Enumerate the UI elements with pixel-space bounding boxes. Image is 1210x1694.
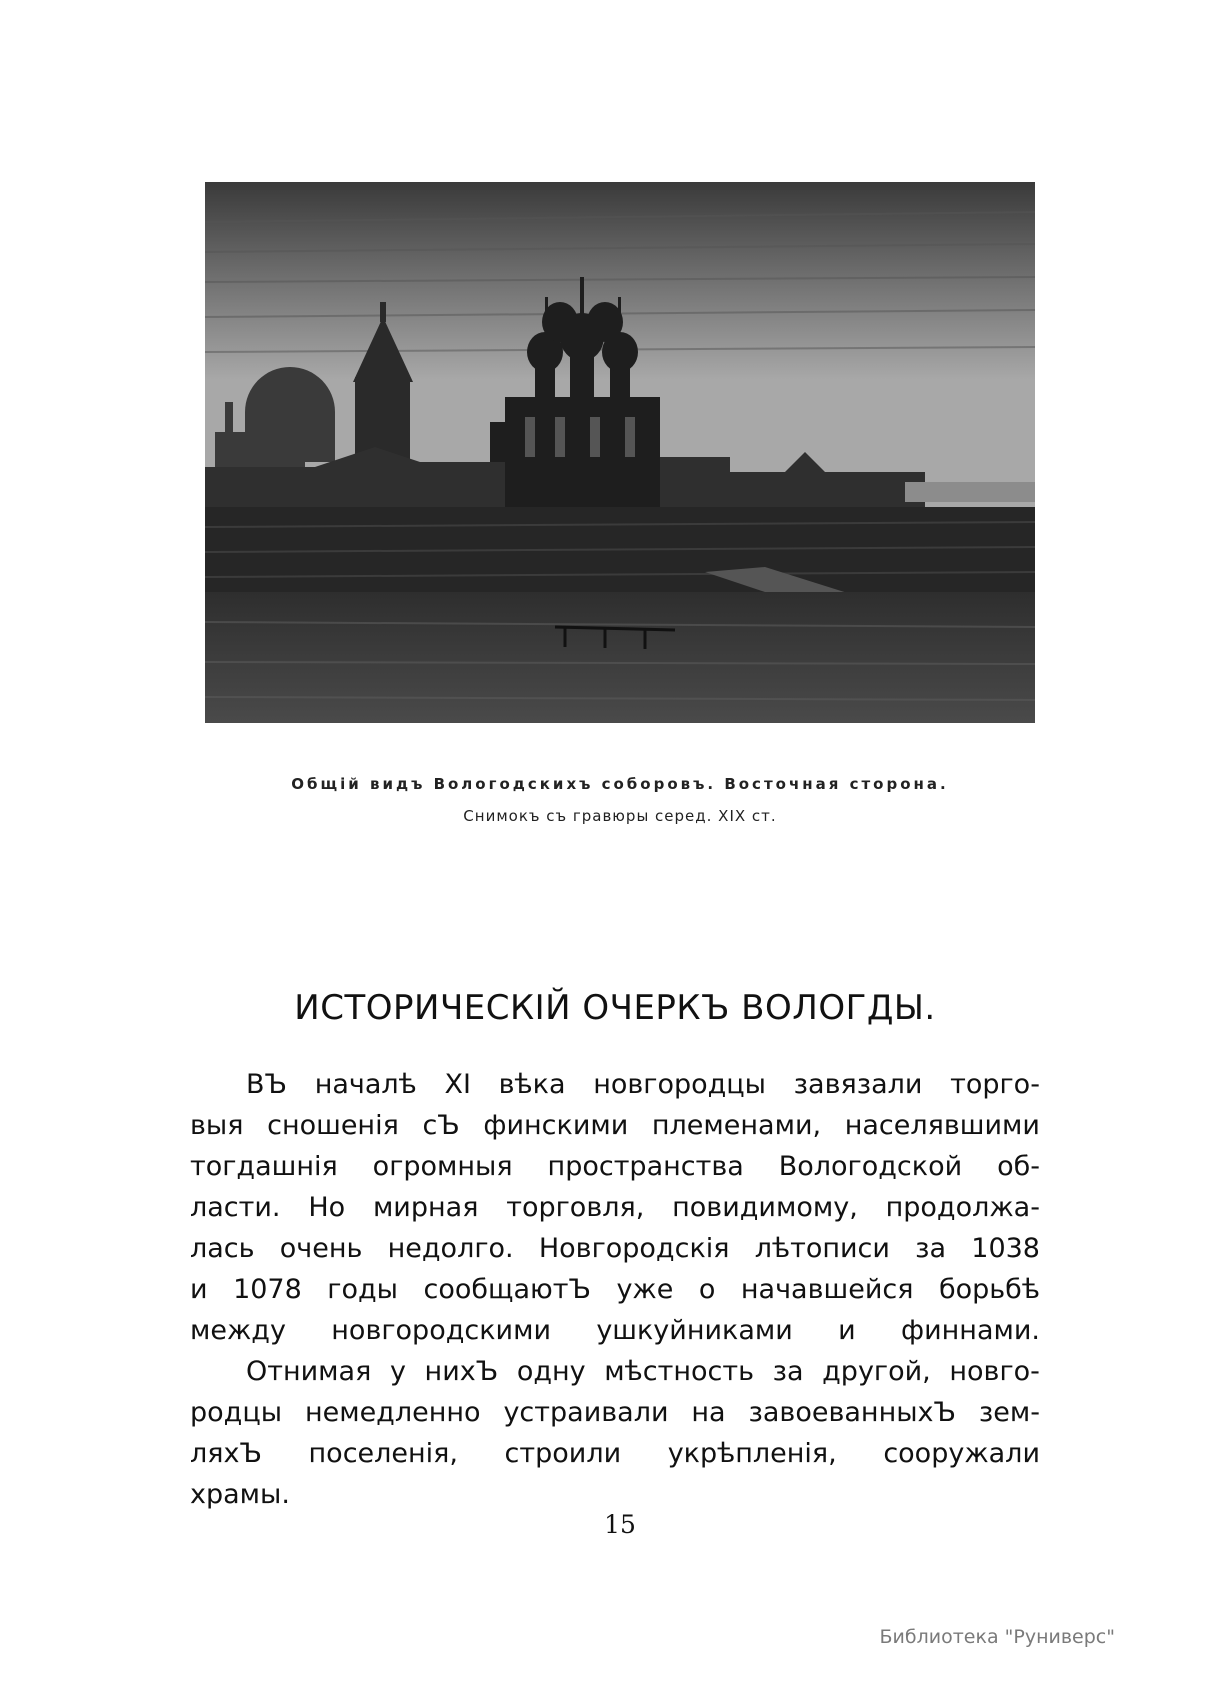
text-line: тогдашнія огромныя пространства Вологодской об- bbox=[190, 1151, 1040, 1182]
text-line: выя сношенія сЪ финскими племенами, населявшими bbox=[190, 1110, 1040, 1141]
text-line: родцы немедленно устраивали на завоеванныхЪ зем- bbox=[190, 1397, 1040, 1428]
chapter-heading: ИСТОРИЧЕСКІЙ ОЧЕРКЪ ВОЛОГДЫ. bbox=[294, 988, 936, 1028]
text-line: ВЪ началѣ XI вѣка новгородцы завязали торго- bbox=[246, 1069, 1040, 1100]
chapter-body bbox=[190, 1064, 1040, 1515]
figure-caption-line-2: Снимокъ съ гравюры серед. XIX ст. bbox=[463, 807, 777, 825]
text-line: ласти. Но мирная торговля, повидимому, продолжа- bbox=[190, 1192, 1040, 1223]
paragraph-2 bbox=[190, 1351, 1040, 1515]
engraving-illustration bbox=[205, 182, 1035, 723]
figure-caption-line-1: Общій видъ Вологодскихъ соборовъ. Восточная сторона. bbox=[291, 775, 949, 793]
paragraph-1 bbox=[190, 1064, 1040, 1351]
library-watermark: Библиотека "Руниверс" bbox=[879, 1626, 1115, 1648]
text-line: между новгородскими ушкуйниками и финнами. bbox=[190, 1315, 1040, 1346]
text-line: Отнимая у нихЪ одну мѣстность за другой, новго- bbox=[246, 1356, 1040, 1387]
page-number: 15 bbox=[604, 1510, 636, 1539]
text-line: лась очень недолго. Новгородскія лѣтописи за 1038 bbox=[190, 1233, 1040, 1264]
cathedral-engraving bbox=[205, 182, 1035, 723]
text-line: и 1078 годы сообщаютЪ уже о начавшейся борьбѣ bbox=[190, 1274, 1040, 1305]
text-line: храмы. bbox=[190, 1479, 290, 1510]
text-line: ляхЪ поселенія, строили укрѣпленія, сооружали bbox=[190, 1438, 1040, 1469]
